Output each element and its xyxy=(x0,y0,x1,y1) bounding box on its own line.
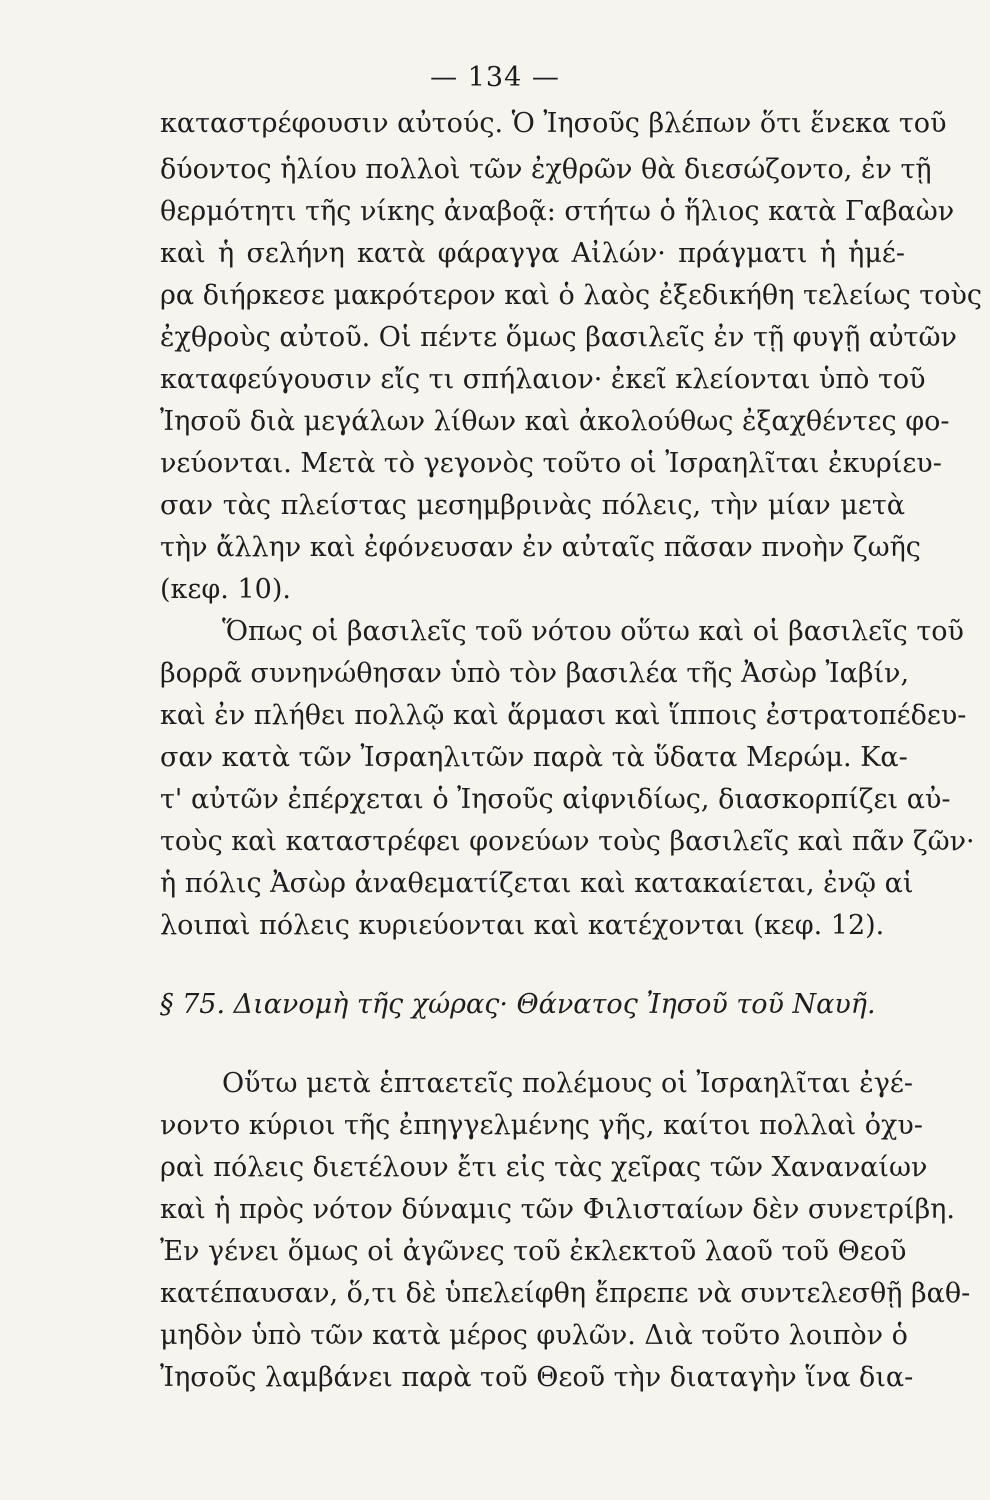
text-line: λοιπαὶ πόλεις κυριεύονται καὶ κατέχονται (κεφ. 12). xyxy=(160,910,885,941)
text-line: καὶ ἐν πλήθει πολλῷ καὶ ἅρμασι καὶ ἵπποις ἐστρατοπέδευ- xyxy=(160,700,967,731)
text-line: θερμότητι τῆς νίκης ἀναβοᾷ: στήτω ὁ ἥλιος κατὰ Γαβαὼν xyxy=(160,196,955,227)
text-line: νοντο κύριοι τῆς ἐπηγγελμένης γῆς, καίτοι πολλαὶ ὀχυ- xyxy=(160,1110,923,1141)
text-line: ραὶ πόλεις διετέλουν ἔτι εἰς τὰς χεῖρας τῶν Χαναναίων xyxy=(160,1152,928,1183)
page-number: — 134 — xyxy=(430,62,560,93)
text-line: Ἰησοῦς λαμβάνει παρὰ τοῦ Θεοῦ τὴν διαταγὴν ἵνα δια- xyxy=(160,1362,914,1393)
text-line: καταστρέφουσιν αὐτούς. Ὁ Ἰησοῦς βλέπων ὅτι ἕνεκα τοῦ xyxy=(160,108,947,139)
paragraph-first-line: Ὅπως οἱ βασιλεῖς τοῦ νότου οὕτω καὶ οἱ βασιλεῖς τοῦ xyxy=(222,616,964,647)
text-line: (κεφ. 10). xyxy=(160,574,291,605)
text-line: καταφεύγουσιν εἴς τι σπήλαιον· ἐκεῖ κλείονται ὑπὸ τοῦ xyxy=(160,364,926,395)
text-line: τοὺς καὶ καταστρέφει φονεύων τοὺς βασιλεῖς καὶ πᾶν ζῶν· xyxy=(160,826,975,857)
text-line: βορρᾶ συνηνώθησαν ὑπὸ τὸν βασιλέα τῆς Ἀσὼρ Ἰαβίν, xyxy=(160,658,910,689)
text-line: τ' αὐτῶν ἐπέρχεται ὁ Ἰησοῦς αἰφνιδίως, διασκορπίζει αὐ- xyxy=(160,784,951,815)
text-line: Ἰησοῦ διὰ μεγάλων λίθων καὶ ἀκολούθως ἐξαχθέντες φο- xyxy=(160,406,950,437)
text-line: τὴν ἄλλην καὶ ἐφόνευσαν ἐν αὐταῖς πᾶσαν πνοὴν ζωῆς xyxy=(160,532,921,563)
text-line: Ἐν γένει ὅμως οἱ ἀγῶνες τοῦ ἐκλεκτοῦ λαοῦ τοῦ Θεοῦ xyxy=(160,1236,907,1267)
text-line: ἐχθροὺς αὐτοῦ. Οἱ πέντε ὅμως βασιλεῖς ἐν τῇ φυγῇ αὐτῶν xyxy=(160,322,957,353)
text-line: κατέπαυσαν, ὅ,τι δὲ ὑπελείφθη ἔπρεπε νὰ συντελεσθῇ βαθ- xyxy=(160,1278,971,1309)
text-line: ἡ πόλις Ἀσὼρ ἀναθεματίζεται καὶ κατακαίεται, ἐνῷ αἱ xyxy=(160,868,914,899)
text-line: σαν κατὰ τῶν Ἰσραηλιτῶν παρὰ τὰ ὕδατα Μερώμ. Κα- xyxy=(160,742,908,773)
text-line: δύοντος ἡλίου πολλοὶ τῶν ἐχθρῶν θὰ διεσώζοντο, ἐν τῇ xyxy=(160,154,932,185)
section-heading: § 75. Διανομὴ τῆς χώρας· Θάνατος Ἰησοῦ τοῦ Ναυῆ. xyxy=(160,989,876,1020)
paragraph-first-line: Οὕτω μετὰ ἑπταετεῖς πολέμους οἱ Ἰσραηλῖται ἐγέ- xyxy=(222,1068,913,1099)
text-line: καὶ ἡ πρὸς νότον δύναμις τῶν Φιλισταίων δὲν συνετρίβη. xyxy=(160,1194,955,1225)
text-line: ρα διήρκεσε μακρότερον καὶ ὁ λαὸς ἐξεδικήθη τελείως τοὺς xyxy=(160,280,983,311)
text-line: μηδὸν ὑπὸ τῶν κατὰ μέρος φυλῶν. Διὰ τοῦτο λοιπὸν ὁ xyxy=(160,1320,908,1351)
text-line: σαν τὰς πλείστας μεσημβρινὰς πόλεις, τὴν μίαν μετὰ xyxy=(160,490,905,521)
text-line: καὶ ἡ σελήνη κατὰ φάραγγα Αἰλών· πράγματι ἡ ἡμέ- xyxy=(160,238,905,269)
text-line: νεύονται. Μετὰ τὸ γεγονὸς τοῦτο οἱ Ἰσραηλῖται ἐκυρίευ- xyxy=(160,448,942,479)
